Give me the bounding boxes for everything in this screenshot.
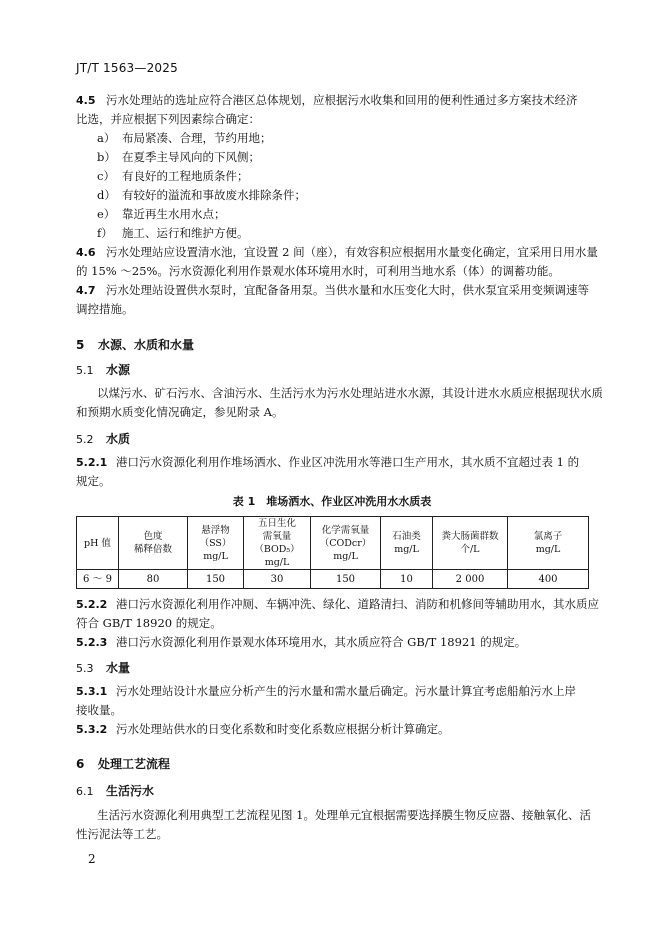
clause-number: 4.7 xyxy=(76,284,96,297)
table-cell: 80 xyxy=(119,570,188,589)
header-cell: 色度 稀释倍数 xyxy=(119,517,188,570)
page-number: 2 xyxy=(88,852,96,866)
clause-4-7-line2: 调控措施。 xyxy=(76,302,134,316)
clause-5-3-1-line2: 接收量。 xyxy=(76,703,122,717)
subsection-heading: 5.2 水质 xyxy=(76,432,131,446)
water-quality-table xyxy=(76,516,589,589)
clause-number: 4.6 xyxy=(76,246,96,259)
clause-5-2-2-line1: 5.2.2 港口污水资源化利用作冲厕、车辆冲洗、绿化、道路清扫、消防和机修间等辅助用水，其水质应 xyxy=(76,597,599,611)
clause-text: 污水处理站的选址应符合港区总体规划，应根据污水收集和回用的便利性通过多方案技术经济 xyxy=(106,93,578,107)
list-item: f） 施工、运行和维护方便。 xyxy=(97,226,249,240)
list-item: b） 在夏季主导风向的下风侧； xyxy=(97,150,260,164)
clause-5-3-1-line1: 5.3.1 污水处理站设计水量应分析产生的污水量和需水量后确定。污水量计算宜考虑船舶污水上岸 xyxy=(76,684,576,698)
list-item: c） 有良好的工程地质条件； xyxy=(97,169,249,183)
subsection-heading: 5.1 水源 xyxy=(76,363,131,377)
subsection-heading: 5.3 水量 xyxy=(76,661,131,675)
clause-number: 5.2.3 xyxy=(76,636,108,649)
list-item: e） 靠近再生水用水点； xyxy=(97,207,226,221)
clause-number: 4.5 xyxy=(76,94,96,107)
header-cell: 悬浮物 （SS） mg/L xyxy=(188,517,244,570)
subsection-heading: 6.1 生活污水 xyxy=(76,784,155,798)
clause-4-6-line1: 4.6 污水处理站应设置清水池，宜设置 2 间（座），有效容积应根据用水量变化确定，宜采用日用水量 xyxy=(76,245,598,259)
table-title: 表 1 堆场洒水、作业区冲洗用水水质表 xyxy=(232,495,432,508)
header-cell: 化学需氧量 （CODcr）mg/L xyxy=(311,517,381,570)
table-cell: 400 xyxy=(508,570,589,589)
clause-5-2-1-line2: 规定。 xyxy=(76,474,111,488)
clause-number: 5.2.1 xyxy=(76,456,108,469)
clause-4-5-line1 xyxy=(76,92,578,109)
header-cell: 氯离子 mg/L xyxy=(508,517,589,570)
clause-5-2-3-line1: 5.2.3 港口污水资源化利用作景观水体环境用水，其水质应符合 GB/T 18921 的规定。 xyxy=(76,635,527,649)
header-cell: 粪大肠菌群数 个/L xyxy=(433,517,508,570)
para-6-1-line1: 生活污水资源化利用典型工艺流程见图 1。处理单元宜根据需要选择膜生物反应器、接触氧化、活 xyxy=(97,808,591,822)
clause-5-2-1-line1: 5.2.1 港口污水资源化利用作堆场洒水、作业区冲洗用水等港口生产用水，其水质不宜超过表 1 的 xyxy=(76,455,580,469)
table-cell: 6 ～ 9 xyxy=(77,570,119,589)
clause-number: 5.3.2 xyxy=(76,723,108,736)
table-header-row xyxy=(77,517,589,570)
para-6-1-line2: 性污泥法等工艺。 xyxy=(76,827,168,841)
clause-4-7-line1: 4.7 污水处理站设置供水泵时，宜配备备用泵。当供水量和水压变化大时，供水泵宜采用变频调速等 xyxy=(76,283,589,297)
table-cell: 30 xyxy=(244,570,311,589)
section-heading: 5 水源、水质和水量 xyxy=(76,338,195,352)
table-cell: 10 xyxy=(381,570,433,589)
para-5-1-line1: 以煤污水、矿石污水、含油污水、生活污水为污水处理站进水水源，其设计进水水质应根据现状水质 xyxy=(97,386,603,400)
section-heading: 6 处理工艺流程 xyxy=(76,757,171,771)
list-item: a） 布局紧凑、合理，节约用地； xyxy=(97,131,272,145)
table-cell: 150 xyxy=(311,570,381,589)
para-5-1-line2: 和预期水质变化情况确定，参见附录 A。 xyxy=(76,405,284,419)
clause-5-2-2-line2: 符合 GB/T 18920 的规定。 xyxy=(76,616,222,630)
header-cell: 石油类 mg/L xyxy=(381,517,433,570)
clause-number: 5.2.2 xyxy=(76,598,108,611)
clause-4-6-line2: 的 15% ～25%。污水资源化利用作景观水体环境用水时，可利用当地水系（体）的调蓄功能。 xyxy=(76,264,560,278)
table-cell: 2 000 xyxy=(433,570,508,589)
header-cell: 五日生化 需氧量 （BOD₅）mg/L xyxy=(244,517,311,570)
table-row xyxy=(77,570,589,589)
header-cell: pH 值 xyxy=(77,517,119,570)
table-cell: 150 xyxy=(188,570,244,589)
standard-id: JT/T 1563—2025 xyxy=(76,61,178,75)
clause-number: 5.3.1 xyxy=(76,685,108,698)
clause-4-5-line2: 比选，并应根据下列因素综合确定： xyxy=(76,112,260,126)
clause-5-3-2-line1: 5.3.2 污水处理站供水的日变化系数和时变化系数应根据分析计算确定。 xyxy=(76,722,450,736)
list-item: d） 有较好的溢流和事故废水排除条件； xyxy=(97,188,306,202)
